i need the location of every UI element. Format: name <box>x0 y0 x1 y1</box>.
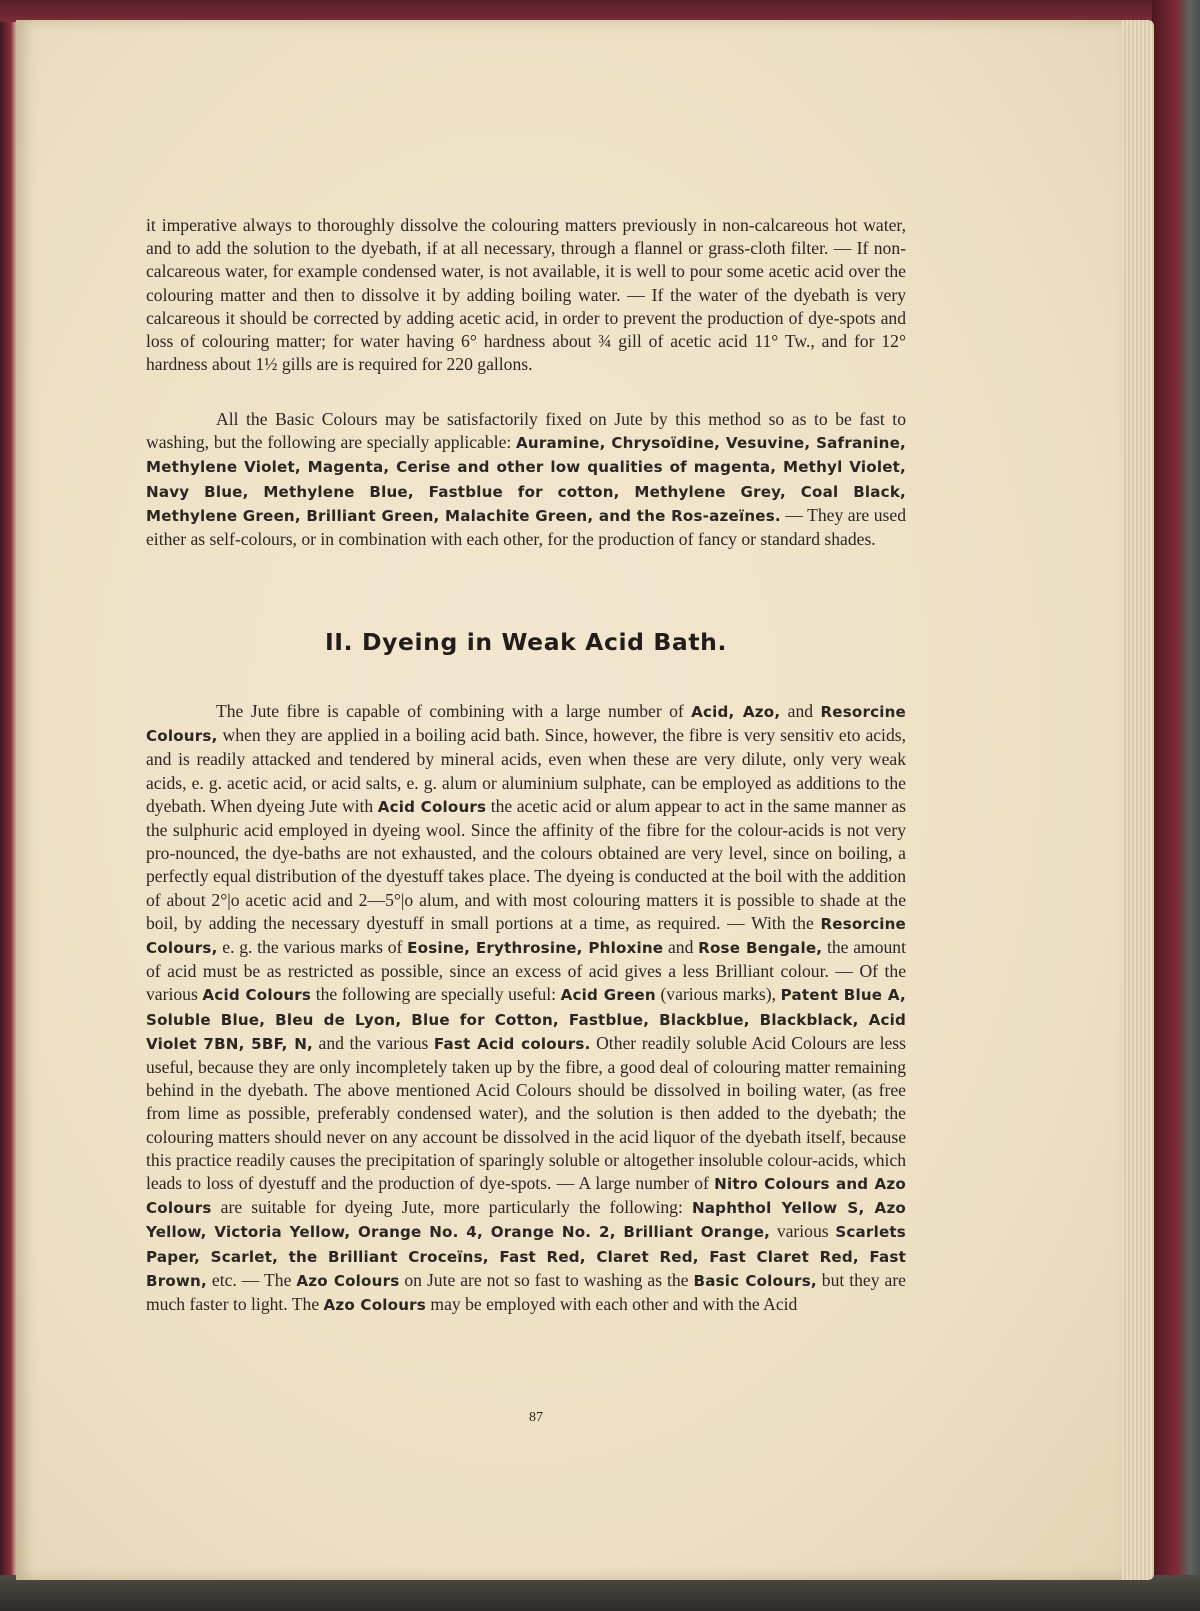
page-stack-edge <box>1118 20 1154 1580</box>
bold-term: Azo Colours <box>323 1296 426 1315</box>
bold-term: Resorcine Colours, <box>146 914 906 958</box>
bold-term: Patent Blue A, Soluble Blue, Bleu de Lyon, Blue for Cotton, Fastblue, Blackblue, Blackblack, Acid Violet 7BN, 5BF, N, <box>146 986 906 1053</box>
paragraph-text: on Jute are not so fast to washing as the <box>399 1269 694 1290</box>
paragraph-text: when they are applied in a boiling acid bath. Since, however, the fibre is very sensitiv eto acids, and is readily attacked and tendered by mineral acids, even when these are very dilute, only very weak acids, e. g. acetic acid, or acid salts, e. g. alum or aluminium sulphate, can be employed as additions to the dyebath. When dyeing Jute with <box>146 725 906 816</box>
dye-list-bold: Auramine, Chrysoïdine, Vesuvine, Safranine, Methylene Violet, Magenta, Cerise and other low qualities of magenta, Methyl Violet, Navy Blue, Methylene Blue, Fastblue for cotton, Methylene Grey, Coal Black, Methylene Green, Brilliant Green, Malachite Green, and the Ros-azeïnes. <box>146 434 906 525</box>
paragraph-text: and the various <box>313 1032 434 1053</box>
page-number: 87 <box>529 1410 543 1425</box>
bold-term: Fast Acid colours. <box>433 1034 591 1053</box>
book-binding-bottom <box>0 1575 1200 1611</box>
bold-term: Azo Colours <box>296 1271 400 1290</box>
book-binding-right <box>1152 0 1200 1611</box>
paragraph-text: may be employed with each other and with the Acid <box>426 1294 798 1315</box>
paragraph-text: e. g. the various marks of <box>217 937 408 958</box>
section-heading: II. Dyeing in Weak Acid Bath. <box>324 628 728 656</box>
paragraph-text: The Jute fibre is capable of combining with a large number of <box>216 701 692 721</box>
bold-term: Acid Green <box>560 986 656 1005</box>
paragraph-text: the acetic acid or alum appear to act in the same manner as the sulphuric acid employed in dyeing wool. Since the affinity of the fibre for the colour-acids is not very pro-nounced, the dye-baths are not exhausted, and the colours obtained are very level, since on boiling, a perfectly equal distribution of the dyestuff takes place. The dyeing is conducted at the boil with the addition of about 2°|o acetic acid and 2—5°|o alum, and with most colouring matters it is possible to shade at the boil, by adding the necessary dyestuff in small portions at a time, as required. — With the <box>146 795 906 933</box>
paragraph-intro <box>146 214 906 376</box>
paragraph-text: and <box>663 937 699 958</box>
paragraph-basic-colours <box>146 408 906 551</box>
book-page <box>16 20 1122 1580</box>
bold-term: Acid, Azo, <box>691 703 781 721</box>
paragraph-weak-acid <box>146 700 906 1317</box>
paragraph-text: are suitable for dyeing Jute, more particularly the following: <box>211 1197 692 1218</box>
paragraph-text: (various marks), <box>655 984 781 1005</box>
paragraph-text: — They are used either as self-colours, or in combination with each other, for the production of fancy or standard shades. <box>146 504 906 550</box>
paragraph-text: the amount of acid must be as restricted as possible, since an excess of acid gives a less Brilliant colour. — Of the various <box>146 937 906 1005</box>
book-binding-top <box>0 0 1200 22</box>
paragraph-text: the following are specially useful: <box>311 984 561 1005</box>
bold-term: Rose Bengale, <box>698 939 823 958</box>
bold-term: Eosine, Erythrosine, Phloxine <box>407 939 664 958</box>
paragraph-text: various <box>770 1221 836 1242</box>
paragraph-text: and <box>780 701 821 721</box>
bold-term: Acid Colours <box>377 797 487 816</box>
paragraph-text: etc. — The <box>206 1269 297 1290</box>
bold-term: Nitro Colours and Azo Colours <box>146 1175 906 1218</box>
paragraph-text: All the Basic Colours may be satisfactorily fixed on Jute by this method so as to be fast to washing, but the following are specially applicable: <box>146 409 906 453</box>
bold-term: Acid Colours <box>202 986 312 1005</box>
paragraph-text: but they are much faster to light. The <box>146 1269 906 1315</box>
bold-term: Naphthol Yellow S, Azo Yellow, Victoria Yellow, Orange No. 4, Orange No. 2, Brilliant Orange, <box>146 1199 906 1242</box>
bold-term: Resorcine Colours, <box>146 703 906 746</box>
paragraph-text: it imperative always to thoroughly dissolve the colouring matters previously in non-calcareous hot water, and to add the solution to the dyebath, if at all necessary, through a flannel or grass-cloth filter. — If non-calcareous water, for example condensed water, is not available, it is well to pour some acetic acid over the colouring matter and then to dissolve it by adding boiling water. — If the water of the dyebath is very calcareous it should be corrected by adding acetic acid, in order to prevent the production of dye-spots and loss of colouring matter; for water having 6° hardness about ¾ gill of acetic acid 11° Tw., and for 12° hardness about 1½ gills are is required for 220 gallons. <box>146 215 906 375</box>
bold-term: Scarlets Paper, Scarlet, the Brilliant Croceïns, Fast Red, Claret Red, Fast Claret Red, Fast Brown, <box>146 1223 906 1290</box>
bold-term: Basic Colours, <box>693 1271 817 1290</box>
paragraph-text: Other readily soluble Acid Colours are less useful, because they are only incompletely taken up by the fibre, a good deal of colouring matter remaining behind in the dyebath. The above mentioned Acid Colours should be dissolved in boiling water, (as free from lime as possible, preferably condensed water), and the solution is then added to the dyebath; the colouring matters should never on any account be dissolved in the acid liquor of the dyebath itself, because this practice readily causes the precipitation of sparingly soluble or altogether insoluble colour-acids, which leads to loss of dyestuff and the production of dye-spots. — A large number of <box>146 1032 906 1194</box>
